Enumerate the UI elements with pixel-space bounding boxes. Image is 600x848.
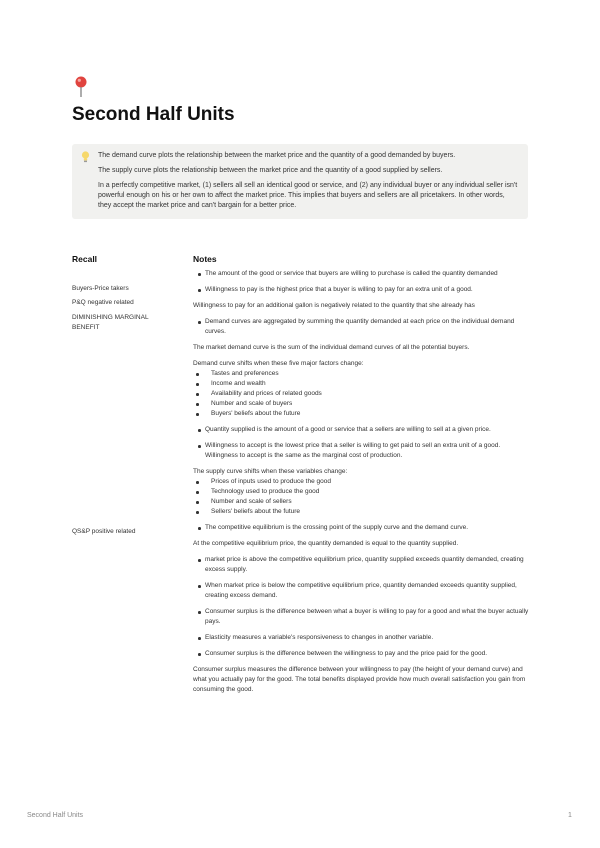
notes-heading: Notes: [193, 254, 217, 264]
note-bullet: When market price is below the competitive equilibrium price, quantity demanded exceeds quantity supplied, creating excess demand.: [193, 581, 533, 601]
list-item: Number and scale of sellers: [193, 497, 533, 507]
note-bullet: Consumer surplus is the difference between what a buyer is willing to pay for a good and what the buyer actually pays.: [193, 607, 533, 627]
pushpin-icon: [74, 76, 88, 98]
recall-item: P&Q negative related: [72, 299, 134, 306]
recall-item: Buyers-Price takers: [72, 285, 129, 292]
recall-item: DIMINISHING MARGINAL BENEFIT: [72, 314, 149, 331]
lightbulb-icon: [81, 151, 90, 163]
note-paragraph: At the competitive equilibrium price, the quantity demanded is equal to the quantity supplied.: [193, 540, 459, 547]
note-paragraph: Demand curve shifts when these five major factors change:: [193, 360, 364, 367]
note-bullet: Consumer surplus is the difference between the willingness to pay and the price paid for the good.: [193, 649, 533, 659]
note-bullet: Willingness to pay is the highest price that a buyer is willing to pay for an extra unit of a good.: [193, 285, 533, 295]
note-bullet: Quantity supplied is the amount of a good or service that a sellers are willing to sell at a given price.: [193, 425, 533, 435]
footer-title: Second Half Units: [27, 812, 84, 819]
list-item: Buyers' beliefs about the future: [193, 409, 533, 419]
demand-shifters-list: [193, 359, 533, 419]
callout-paragraph: The demand curve plots the relationship between the market price and the quantity of a good demanded by buyers.: [98, 152, 456, 159]
note-bullet: The amount of the good or service that buyers are willing to purchase is called the quantity demanded: [193, 269, 533, 279]
recall-item: QS&P positive related: [72, 528, 136, 535]
page-title: Second Half Units: [72, 104, 235, 125]
note-bullet: market price is above the competitive equilibrium price, quantity supplied exceeds quantity demanded, creating excess supply.: [193, 555, 533, 575]
list-item: Number and scale of buyers: [193, 399, 533, 409]
note-bullet: Elasticity measures a variable's responsiveness to changes in another variable.: [193, 633, 533, 643]
note-bullet: Demand curves are aggregated by summing the quantity demanded at each price on the individual demand curves.: [193, 317, 533, 337]
note-paragraph: Willingness to pay for an additional gallon is negatively related to the quantity that she already has: [193, 302, 475, 309]
note-bullet: The competitive equilibrium is the crossing point of the supply curve and the demand curve.: [193, 523, 533, 533]
list-item: Income and wealth: [193, 379, 533, 389]
page-number: 1: [568, 812, 572, 819]
callout-box: [72, 144, 528, 219]
list-item: Sellers' beliefs about the future: [193, 507, 533, 517]
note-paragraph: The supply curve shifts when these variables change:: [193, 468, 348, 475]
list-item: Technology used to produce the good: [193, 487, 533, 497]
list-item: Availability and prices of related goods: [193, 389, 533, 399]
note-paragraph: Consumer surplus measures the difference between your willingness to pay (the height of your demand curve) and what you actually pay for the good. The total benefits displayed provide how much overall satisfaction you gain from consuming the good.: [193, 666, 526, 693]
recall-heading: Recall: [72, 254, 98, 264]
callout-paragraph: In a perfectly competitive market, (1) sellers all sell an identical good or service, and (2) any individual buyer or any individual seller isn't powerful enough on his or her own to affect the market price. This implies that buyers and sellers are all pricetakers. In other words, they accept the market price and can't bargain for a better price.: [98, 182, 518, 209]
list-item: Prices of inputs used to produce the good: [193, 477, 533, 487]
note-bullet: Willingness to accept is the lowest price that a seller is willing to get paid to sell an extra unit of a good.: [193, 441, 533, 451]
note-paragraph: The market demand curve is the sum of the individual demand curves of all the potential buyers.: [193, 344, 470, 351]
supply-shifters-list: [193, 467, 533, 517]
note-paragraph: Willingness to accept is the same as the marginal cost of production.: [205, 452, 403, 459]
notes-column: [193, 269, 533, 701]
list-item: Tastes and preferences: [193, 369, 533, 379]
callout-paragraph: The supply curve plots the relationship between the market price and the quantity of a good supplied by sellers.: [98, 167, 443, 174]
